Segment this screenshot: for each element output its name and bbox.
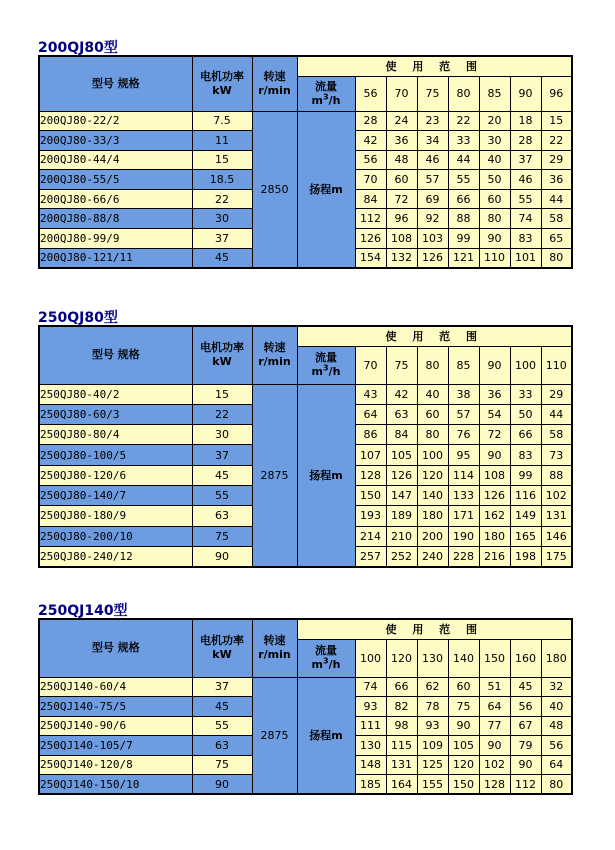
head-value-cell: 42 bbox=[386, 384, 417, 404]
power-cell: 11 bbox=[192, 131, 252, 151]
flow-value: 96 bbox=[541, 76, 572, 111]
head-value-cell: 44 bbox=[541, 189, 572, 209]
head-value-cell: 70 bbox=[355, 170, 386, 190]
head-value-cell: 162 bbox=[479, 506, 510, 526]
head-value-cell: 100 bbox=[417, 445, 448, 465]
head-value-cell: 216 bbox=[479, 546, 510, 566]
head-value-cell: 110 bbox=[479, 248, 510, 268]
table-row bbox=[39, 677, 572, 697]
head-value-cell: 128 bbox=[479, 775, 510, 795]
head-value-cell: 29 bbox=[541, 384, 572, 404]
head-value-cell: 240 bbox=[417, 546, 448, 566]
head-value-cell: 57 bbox=[448, 404, 479, 424]
speed-unit: r/min bbox=[258, 83, 291, 97]
head-value-cell: 90 bbox=[448, 716, 479, 736]
model-cell: 250QJ140-75/5 bbox=[39, 697, 192, 717]
power-cell: 75 bbox=[192, 755, 252, 775]
head-value-cell: 86 bbox=[355, 425, 386, 445]
head-value-cell: 83 bbox=[510, 229, 541, 249]
head-value-cell: 115 bbox=[386, 736, 417, 756]
flow-label: 流量 bbox=[315, 351, 337, 364]
head-value-cell: 126 bbox=[355, 229, 386, 249]
head-value-cell: 147 bbox=[386, 485, 417, 505]
head-value-cell: 55 bbox=[510, 189, 541, 209]
head-value-cell: 214 bbox=[355, 526, 386, 546]
flow-value: 90 bbox=[479, 346, 510, 384]
flow-value: 56 bbox=[355, 76, 386, 111]
head-value-cell: 131 bbox=[541, 506, 572, 526]
head-value-cell: 164 bbox=[386, 775, 417, 795]
header-row bbox=[39, 56, 572, 76]
spec-table bbox=[38, 55, 573, 269]
table-row bbox=[39, 111, 572, 131]
head-value-cell: 98 bbox=[386, 716, 417, 736]
head-value-cell: 108 bbox=[386, 229, 417, 249]
head-value-cell: 90 bbox=[510, 755, 541, 775]
head-value-cell: 228 bbox=[448, 546, 479, 566]
flow-unit bbox=[298, 365, 355, 379]
head-value-cell: 171 bbox=[448, 506, 479, 526]
speed-cell: 2875 bbox=[252, 677, 297, 794]
head-value-cell: 34 bbox=[417, 131, 448, 151]
head-value-cell: 64 bbox=[355, 404, 386, 424]
head-value-cell: 133 bbox=[448, 485, 479, 505]
model-cell: 250QJ80-40/2 bbox=[39, 384, 192, 404]
power-cell: 45 bbox=[192, 465, 252, 485]
flow-value: 110 bbox=[541, 346, 572, 384]
model-cell: 200QJ80-66/6 bbox=[39, 189, 192, 209]
head-value-cell: 83 bbox=[510, 445, 541, 465]
power-label: 电机功率 bbox=[200, 634, 244, 648]
power-cell: 45 bbox=[192, 248, 252, 268]
head-value-cell: 101 bbox=[510, 248, 541, 268]
flow-unit bbox=[298, 91, 355, 108]
head-value-cell: 126 bbox=[417, 248, 448, 268]
head-value-cell: 40 bbox=[417, 384, 448, 404]
head-value-cell: 190 bbox=[448, 526, 479, 546]
model-cell: 200QJ80-55/5 bbox=[39, 170, 192, 190]
head-value-cell: 40 bbox=[479, 150, 510, 170]
head-value-cell: 112 bbox=[355, 209, 386, 229]
flow-value: 80 bbox=[417, 346, 448, 384]
column-header-flow bbox=[297, 76, 355, 111]
model-cell: 250QJ140-150/10 bbox=[39, 775, 192, 795]
flow-value: 120 bbox=[386, 639, 417, 677]
head-value-cell: 105 bbox=[448, 736, 479, 756]
head-value-cell: 56 bbox=[355, 150, 386, 170]
head-value-cell: 132 bbox=[386, 248, 417, 268]
head-value-cell: 80 bbox=[541, 775, 572, 795]
speed-label: 转速 bbox=[263, 69, 286, 83]
head-value-cell: 180 bbox=[479, 526, 510, 546]
flow-value: 140 bbox=[448, 639, 479, 677]
flow-value: 85 bbox=[448, 346, 479, 384]
head-value-cell: 28 bbox=[355, 111, 386, 131]
power-cell: 7.5 bbox=[192, 111, 252, 131]
power-cell: 63 bbox=[192, 506, 252, 526]
speed-label: 转速 bbox=[263, 341, 286, 355]
head-value-cell: 78 bbox=[417, 697, 448, 717]
model-cell: 200QJ80-99/9 bbox=[39, 229, 192, 249]
head-value-cell: 121 bbox=[448, 248, 479, 268]
power-unit: kW bbox=[212, 83, 232, 97]
head-value-cell: 60 bbox=[479, 189, 510, 209]
model-cell: 200QJ80-22/2 bbox=[39, 111, 192, 131]
power-cell: 90 bbox=[192, 775, 252, 795]
head-value-cell: 46 bbox=[510, 170, 541, 190]
head-value-cell: 114 bbox=[448, 465, 479, 485]
spec-table bbox=[38, 618, 573, 795]
section-title: 250QJ80型 bbox=[38, 310, 118, 326]
head-value-cell: 116 bbox=[510, 485, 541, 505]
head-value-cell: 48 bbox=[386, 150, 417, 170]
head-value-cell: 112 bbox=[510, 775, 541, 795]
head-value-cell: 56 bbox=[541, 736, 572, 756]
model-cell: 250QJ80-80/4 bbox=[39, 425, 192, 445]
model-cell: 250QJ140-90/6 bbox=[39, 716, 192, 736]
speed-cell: 2875 bbox=[252, 384, 297, 567]
spec-table bbox=[38, 325, 573, 568]
head-value-cell: 175 bbox=[541, 546, 572, 566]
head-value-cell: 46 bbox=[417, 150, 448, 170]
head-value-cell: 125 bbox=[417, 755, 448, 775]
head-value-cell: 69 bbox=[417, 189, 448, 209]
head-value-cell: 180 bbox=[417, 506, 448, 526]
power-cell: 75 bbox=[192, 526, 252, 546]
head-value-cell: 198 bbox=[510, 546, 541, 566]
section-title: 200QJ80型 bbox=[38, 40, 118, 56]
flow-label: 流量 bbox=[315, 644, 337, 657]
head-value-cell: 103 bbox=[417, 229, 448, 249]
flow-unit-m: m bbox=[311, 658, 324, 671]
head-value-cell: 37 bbox=[510, 150, 541, 170]
head-value-cell: 44 bbox=[448, 150, 479, 170]
head-value-cell: 105 bbox=[386, 445, 417, 465]
flow-unit-rest: /h bbox=[328, 658, 341, 671]
head-value-cell: 120 bbox=[417, 465, 448, 485]
head-value-cell: 60 bbox=[448, 677, 479, 697]
head-value-cell: 58 bbox=[541, 425, 572, 445]
column-header-range: 使 用 范 围 bbox=[297, 619, 572, 639]
flow-unit-m: m bbox=[311, 93, 324, 107]
model-cell: 200QJ80-121/11 bbox=[39, 248, 192, 268]
flow-value: 90 bbox=[510, 76, 541, 111]
power-cell: 30 bbox=[192, 425, 252, 445]
speed-unit: r/min bbox=[258, 355, 291, 369]
flow-value: 70 bbox=[386, 76, 417, 111]
power-unit: kW bbox=[212, 648, 232, 662]
head-value-cell: 82 bbox=[386, 697, 417, 717]
head-value-cell: 102 bbox=[479, 755, 510, 775]
column-header-model: 型号 规格 bbox=[39, 326, 192, 384]
model-cell: 250QJ80-180/9 bbox=[39, 506, 192, 526]
head-value-cell: 24 bbox=[386, 111, 417, 131]
head-value-cell: 77 bbox=[479, 716, 510, 736]
flow-value: 70 bbox=[355, 346, 386, 384]
head-value-cell: 90 bbox=[479, 736, 510, 756]
column-header-model: 型号 规格 bbox=[39, 619, 192, 677]
model-cell: 250QJ80-100/5 bbox=[39, 445, 192, 465]
head-value-cell: 38 bbox=[448, 384, 479, 404]
head-value-cell: 126 bbox=[479, 485, 510, 505]
power-label: 电机功率 bbox=[200, 69, 244, 83]
table-row bbox=[39, 384, 572, 404]
head-value-cell: 88 bbox=[448, 209, 479, 229]
head-value-cell: 93 bbox=[417, 716, 448, 736]
model-cell: 250QJ80-60/3 bbox=[39, 404, 192, 424]
head-value-cell: 22 bbox=[448, 111, 479, 131]
head-value-cell: 90 bbox=[479, 229, 510, 249]
head-value-cell: 66 bbox=[510, 425, 541, 445]
model-cell: 250QJ80-120/6 bbox=[39, 465, 192, 485]
head-value-cell: 128 bbox=[355, 465, 386, 485]
head-value-cell: 150 bbox=[355, 485, 386, 505]
head-value-cell: 45 bbox=[510, 677, 541, 697]
flow-value: 150 bbox=[479, 639, 510, 677]
power-cell: 55 bbox=[192, 716, 252, 736]
head-value-cell: 36 bbox=[541, 170, 572, 190]
head-value-cell: 64 bbox=[479, 697, 510, 717]
power-cell: 18.5 bbox=[192, 170, 252, 190]
head-value-cell: 193 bbox=[355, 506, 386, 526]
head-value-cell: 155 bbox=[417, 775, 448, 795]
power-cell: 30 bbox=[192, 209, 252, 229]
head-value-cell: 74 bbox=[355, 677, 386, 697]
head-value-cell: 67 bbox=[510, 716, 541, 736]
header-row bbox=[39, 326, 572, 346]
speed-unit: r/min bbox=[258, 648, 291, 662]
head-value-cell: 50 bbox=[510, 404, 541, 424]
head-value-cell: 51 bbox=[479, 677, 510, 697]
model-cell: 250QJ80-240/12 bbox=[39, 546, 192, 566]
head-value-cell: 15 bbox=[541, 111, 572, 131]
head-value-cell: 43 bbox=[355, 384, 386, 404]
power-cell: 37 bbox=[192, 445, 252, 465]
head-value-cell: 88 bbox=[541, 465, 572, 485]
head-value-cell: 80 bbox=[479, 209, 510, 229]
power-cell: 15 bbox=[192, 384, 252, 404]
flow-value: 75 bbox=[386, 346, 417, 384]
model-cell: 200QJ80-88/8 bbox=[39, 209, 192, 229]
flow-unit-rest: /h bbox=[328, 365, 341, 378]
head-value-cell: 108 bbox=[479, 465, 510, 485]
head-value-cell: 42 bbox=[355, 131, 386, 151]
power-label: 电机功率 bbox=[200, 341, 244, 355]
flow-value: 75 bbox=[417, 76, 448, 111]
head-value-cell: 165 bbox=[510, 526, 541, 546]
head-value-cell: 109 bbox=[417, 736, 448, 756]
head-value-cell: 126 bbox=[386, 465, 417, 485]
column-header-range: 使 用 范 围 bbox=[297, 56, 572, 76]
column-header-power bbox=[192, 619, 252, 677]
head-value-cell: 96 bbox=[386, 209, 417, 229]
head-value-cell: 55 bbox=[448, 170, 479, 190]
head-value-cell: 44 bbox=[541, 404, 572, 424]
head-value-cell: 120 bbox=[448, 755, 479, 775]
head-value-cell: 73 bbox=[541, 445, 572, 465]
head-value-cell: 185 bbox=[355, 775, 386, 795]
head-value-cell: 66 bbox=[448, 189, 479, 209]
column-header-speed bbox=[252, 56, 297, 111]
power-cell: 22 bbox=[192, 404, 252, 424]
head-value-cell: 189 bbox=[386, 506, 417, 526]
head-value-cell: 72 bbox=[479, 425, 510, 445]
head-value-cell: 80 bbox=[417, 425, 448, 445]
head-value-cell: 66 bbox=[386, 677, 417, 697]
head-value-cell: 148 bbox=[355, 755, 386, 775]
power-cell: 90 bbox=[192, 546, 252, 566]
head-value-cell: 149 bbox=[510, 506, 541, 526]
head-value-cell: 20 bbox=[479, 111, 510, 131]
head-value-cell: 257 bbox=[355, 546, 386, 566]
head-label-cell: 扬程m bbox=[297, 384, 355, 567]
power-cell: 45 bbox=[192, 697, 252, 717]
head-value-cell: 60 bbox=[417, 404, 448, 424]
column-header-speed bbox=[252, 619, 297, 677]
flow-value: 80 bbox=[448, 76, 479, 111]
model-cell: 200QJ80-33/3 bbox=[39, 131, 192, 151]
power-cell: 63 bbox=[192, 736, 252, 756]
head-value-cell: 58 bbox=[541, 209, 572, 229]
column-header-speed bbox=[252, 326, 297, 384]
head-value-cell: 32 bbox=[541, 677, 572, 697]
head-label-cell: 扬程m bbox=[297, 677, 355, 794]
flow-value: 85 bbox=[479, 76, 510, 111]
head-value-cell: 63 bbox=[386, 404, 417, 424]
head-value-cell: 28 bbox=[510, 131, 541, 151]
head-value-cell: 18 bbox=[510, 111, 541, 131]
column-header-flow bbox=[297, 346, 355, 384]
head-value-cell: 64 bbox=[541, 755, 572, 775]
head-value-cell: 56 bbox=[510, 697, 541, 717]
column-header-range: 使 用 范 围 bbox=[297, 326, 572, 346]
section-title: 250QJ140型 bbox=[38, 603, 128, 619]
flow-unit-exp: 3 bbox=[323, 363, 329, 373]
head-label-cell: 扬程m bbox=[297, 111, 355, 268]
column-header-model: 型号 规格 bbox=[39, 56, 192, 111]
head-value-cell: 74 bbox=[510, 209, 541, 229]
model-cell: 200QJ80-44/4 bbox=[39, 150, 192, 170]
power-cell: 37 bbox=[192, 677, 252, 697]
model-cell: 250QJ140-60/4 bbox=[39, 677, 192, 697]
head-value-cell: 200 bbox=[417, 526, 448, 546]
head-value-cell: 107 bbox=[355, 445, 386, 465]
head-value-cell: 92 bbox=[417, 209, 448, 229]
head-value-cell: 57 bbox=[417, 170, 448, 190]
speed-cell: 2850 bbox=[252, 111, 297, 268]
model-cell: 250QJ80-140/7 bbox=[39, 485, 192, 505]
head-value-cell: 33 bbox=[448, 131, 479, 151]
head-value-cell: 130 bbox=[355, 736, 386, 756]
head-value-cell: 140 bbox=[417, 485, 448, 505]
head-value-cell: 40 bbox=[541, 697, 572, 717]
head-value-cell: 50 bbox=[479, 170, 510, 190]
column-header-power bbox=[192, 56, 252, 111]
head-value-cell: 79 bbox=[510, 736, 541, 756]
flow-unit-m: m bbox=[311, 365, 324, 378]
head-value-cell: 93 bbox=[355, 697, 386, 717]
flow-unit bbox=[298, 658, 355, 672]
power-unit: kW bbox=[212, 355, 232, 369]
head-value-cell: 76 bbox=[448, 425, 479, 445]
head-value-cell: 146 bbox=[541, 526, 572, 546]
flow-label: 流量 bbox=[315, 79, 337, 93]
head-value-cell: 60 bbox=[386, 170, 417, 190]
head-value-cell: 65 bbox=[541, 229, 572, 249]
head-value-cell: 54 bbox=[479, 404, 510, 424]
speed-label: 转速 bbox=[263, 634, 286, 648]
head-value-cell: 99 bbox=[448, 229, 479, 249]
head-value-cell: 150 bbox=[448, 775, 479, 795]
head-value-cell: 48 bbox=[541, 716, 572, 736]
head-value-cell: 252 bbox=[386, 546, 417, 566]
head-value-cell: 131 bbox=[386, 755, 417, 775]
flow-value: 180 bbox=[541, 639, 572, 677]
head-value-cell: 72 bbox=[386, 189, 417, 209]
flow-unit-rest: /h bbox=[328, 93, 341, 107]
head-value-cell: 75 bbox=[448, 697, 479, 717]
flow-value: 100 bbox=[510, 346, 541, 384]
head-value-cell: 102 bbox=[541, 485, 572, 505]
head-value-cell: 36 bbox=[386, 131, 417, 151]
head-value-cell: 99 bbox=[510, 465, 541, 485]
head-value-cell: 210 bbox=[386, 526, 417, 546]
column-header-flow bbox=[297, 639, 355, 677]
flow-unit-exp: 3 bbox=[323, 656, 329, 666]
header-row bbox=[39, 619, 572, 639]
flow-value: 130 bbox=[417, 639, 448, 677]
head-value-cell: 36 bbox=[479, 384, 510, 404]
flow-value: 100 bbox=[355, 639, 386, 677]
head-value-cell: 84 bbox=[355, 189, 386, 209]
head-value-cell: 154 bbox=[355, 248, 386, 268]
flow-unit-exp: 3 bbox=[323, 91, 329, 101]
model-cell: 250QJ140-120/8 bbox=[39, 755, 192, 775]
model-cell: 250QJ140-105/7 bbox=[39, 736, 192, 756]
head-value-cell: 22 bbox=[541, 131, 572, 151]
head-value-cell: 95 bbox=[448, 445, 479, 465]
column-header-power bbox=[192, 326, 252, 384]
head-value-cell: 30 bbox=[479, 131, 510, 151]
head-value-cell: 62 bbox=[417, 677, 448, 697]
flow-value: 160 bbox=[510, 639, 541, 677]
head-value-cell: 23 bbox=[417, 111, 448, 131]
head-value-cell: 90 bbox=[479, 445, 510, 465]
power-cell: 22 bbox=[192, 189, 252, 209]
head-value-cell: 33 bbox=[510, 384, 541, 404]
head-value-cell: 111 bbox=[355, 716, 386, 736]
head-value-cell: 29 bbox=[541, 150, 572, 170]
power-cell: 55 bbox=[192, 485, 252, 505]
power-cell: 15 bbox=[192, 150, 252, 170]
model-cell: 250QJ80-200/10 bbox=[39, 526, 192, 546]
head-value-cell: 80 bbox=[541, 248, 572, 268]
head-value-cell: 84 bbox=[386, 425, 417, 445]
power-cell: 37 bbox=[192, 229, 252, 249]
